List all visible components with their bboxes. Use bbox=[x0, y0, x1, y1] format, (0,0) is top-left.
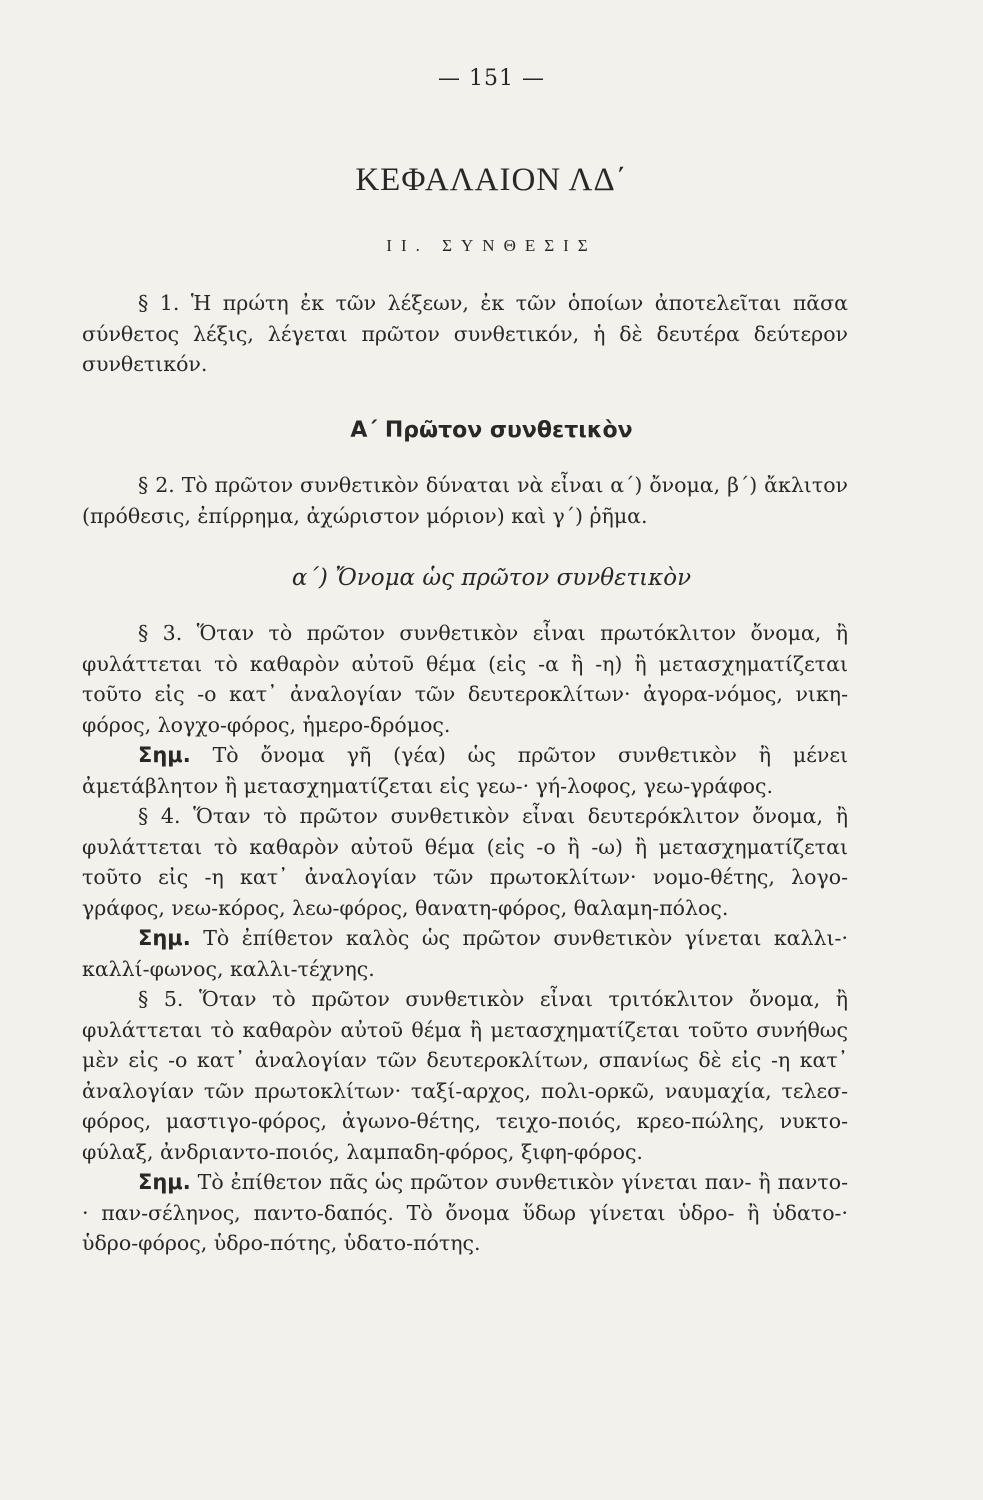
heading-first-component: Α΄ Πρῶτον συνθετικὸν bbox=[350, 418, 633, 443]
paragraph-2: § 2. Τὸ πρῶτον συνθετικὸν δύναται νὰ εἶναι α΄) ὄνομα, β΄) ἄκλιτον (πρόθεσις, ἐπίρρημα, ἀχώριστον μόριον) καὶ γ΄) ῥῆμα. bbox=[82, 473, 848, 528]
body-block bbox=[82, 618, 848, 1259]
paragraph-5: § 5. Ὅταν τὸ πρῶτον συνθετικὸν εἶναι τριτόκλιτον ὄνομα, ἢ φυλάττεται τὸ καθαρὸν αὐτοῦ θέμα ἢ μετασχηματίζεται τοῦτο συνήθως μὲν εἰς -ο κατ᾿ ἀναλογίαν τῶν δευτεροκλίτων, σπανίως δὲ εἰς -η κατ᾿ ἀναλογίαν τῶν πρωτοκλίτων· ταξί-αρχος, πολι-ορκῶ, ναυμαχία, τελεσ-φόρος, μαστιγο-φόρος, ἀγωνο-θέτης, τειχο-ποιός, κρεο-πώλης, νυκτο-φύλαξ, ἀνδριαντο-ποιός, λαμπαδη-φόρος, ξιφη-φόρος. bbox=[82, 987, 848, 1164]
note-1-label: Σημ. bbox=[138, 743, 191, 767]
note-1 bbox=[82, 740, 848, 801]
heading-noun-component: α΄) Ὄνομα ὡς πρῶτον συνθετικὸν bbox=[291, 565, 692, 591]
note-3-label: Σημ. bbox=[138, 1170, 191, 1194]
paragraph-2-block bbox=[82, 470, 848, 531]
paragraph-1: § 1. Ἡ πρώτη ἐκ τῶν λέξεων, ἐκ τῶν ὁποίων ἀποτελεῖται πᾶσα σύνθετος λέξις, λέγεται πρῶτον συνθετικόν, ἡ δὲ δευτέρα δεύτερον συνθετικόν. bbox=[82, 291, 848, 376]
note-2-label: Σημ. bbox=[138, 926, 191, 950]
note-3 bbox=[82, 1167, 848, 1259]
section-title: ΙΙ. ΣΥΝΘΕΣΙΣ bbox=[386, 236, 597, 255]
note-2-text: Τὸ ἐπίθετον καλὸς ὡς πρῶτον συνθετικὸν γίνεται καλλι-· καλλί-φωνος, καλλι-τέχνης. bbox=[82, 926, 848, 981]
page-number: — 151 — bbox=[438, 66, 545, 91]
chapter-title: ΚΕΦΑΛΑΙΟΝ ΛΔ΄ bbox=[355, 162, 628, 198]
paragraph-4: § 4. Ὅταν τὸ πρῶτον συνθετικὸν εἶναι δευτερόκλιτον ὄνομα, ἢ φυλάττεται τὸ καθαρὸν αὐτοῦ θέμα (εἰς -ο ἢ -ω) ἢ μετασχηματίζεται τοῦτο εἰς -η κατ᾿ ἀναλογίαν τῶν πρωτοκλίτων· νομο-θέτης, λογο-γράφος, νεω-κόρος, λεω-φόρος, θανατη-φόρος, θαλαμη-πόλος. bbox=[82, 804, 848, 920]
paragraph-1-block bbox=[82, 288, 848, 380]
note-2 bbox=[82, 923, 848, 984]
note-1-text: Τὸ ὄνομα γῆ (γέα) ὡς πρῶτον συνθετικὸν ἢ μένει ἀμετάβλητον ἢ μετασχηματίζεται εἰς γεω-· γή-λοφος, γεω-γράφος. bbox=[82, 743, 848, 798]
paragraph-3: § 3. Ὅταν τὸ πρῶτον συνθετικὸν εἶναι πρωτόκλιτον ὄνομα, ἢ φυλάττεται τὸ καθαρὸν αὐτοῦ θέμα (εἰς -α ἢ -η) ἢ μετασχηματίζεται τοῦτο εἰς -ο κατ᾿ ἀναλογίαν τῶν δευτεροκλίτων· ἀγορα-νόμος, νικη-φόρος, λογχο-φόρος, ἡμερο-δρόμος. bbox=[82, 621, 848, 737]
note-3-text: Τὸ ἐπίθετον πᾶς ὡς πρῶτον συνθετικὸν γίνεται παν- ἢ παντο-· παν-σέληνος, παντο-δαπός. Τὸ ὄνομα ὕδωρ γίνεται ὑδρο- ἢ ὑδατο-· ὑδρο-φόρος, ὑδρο-πότης, ὑδατο-πότης. bbox=[82, 1170, 848, 1255]
